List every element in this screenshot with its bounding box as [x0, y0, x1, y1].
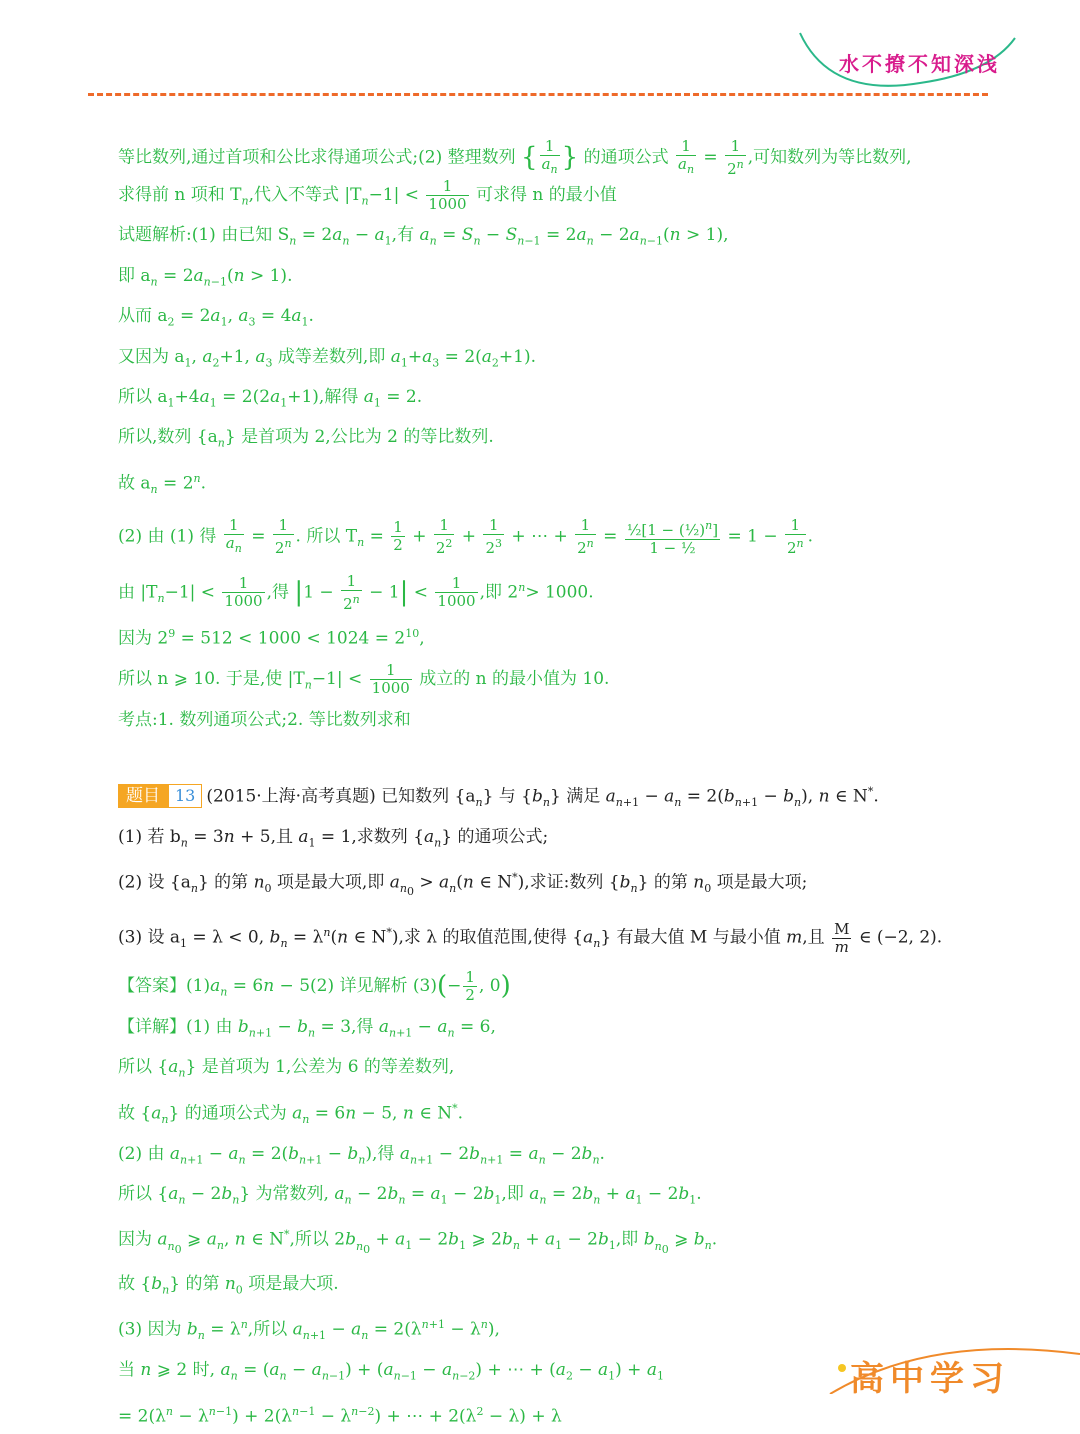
- solution-line: 即 $a_n = 2a_{n-1}(n > 1)$.: [118, 265, 293, 289]
- solution-line: 所以,数列 $\{a_n\}$ 是首项为 2,公比为 2 的等比数列.: [118, 427, 494, 450]
- detail-line: 当 n ⩾ 2 时, $a_n = (a_n - a_{n-1}) + (a_{n-1} - a_{n-2})$ + ⋯ + $(a_2 - a_1) + a_1$: [118, 1360, 664, 1383]
- header-divider: [88, 93, 988, 96]
- detail-line: (3) 因为 $b_n = \lambda^n$,所以 $a_{n+1} - a_n = 2(\lambda^{n+1} - \lambda^n)$,: [118, 1318, 500, 1343]
- detail-line: (2) 由 $a_{n+1} - a_n = 2(b_{n+1} - b_n)$,得 $a_{n+1} - 2b_{n+1} = a_n - 2b_n$.: [118, 1143, 605, 1167]
- detail-line: = $2(\lambda^n - \lambda^{n-1}) + 2(\lambda^{n-1} - \lambda^{n-2})$ + ⋯ + $2(\lambda^2 - \lambda) + \lambda$: [118, 1404, 562, 1427]
- solution-line: 所以 $a_1+4a_1 = 2(2a_1+1)$,解得 $a_1 = 2$.: [118, 386, 423, 410]
- solution-line: 从而 $a_2 = 2a_1$, $a_3 = 4a_1$.: [118, 306, 314, 329]
- solution-line: 所以 n ⩾ 10. 于是,使 $|T_n-1|$ < $\frac{1}{1000}$ 成立的 n 的最小值为 10.: [118, 661, 610, 698]
- solution-line: 考点:1. 数列通项公式;2. 等比数列求和: [118, 709, 411, 730]
- solution-line: 故 $a_n = 2^n$.: [118, 471, 207, 496]
- detail-line: 因为 $a_{n_0}$ ⩾ $a_n$, n ∈ N*,所以 $2b_{n_0} + a_1 - 2b_1$ ⩾ $2b_n + a_1 - 2b_1$,即 $b_{n_0}$ ⩾ $b_n$.: [118, 1228, 718, 1256]
- question-part: (2) 设 $\{a_n\}$ 的第 $n_0$ 项是最大项,即 $a_{n_0} > a_n(n$ ∈ N*),求证:数列 $\{b_n\}$ 的第 $n_0$ 项是最大项;: [118, 871, 808, 899]
- solution-line: 等比数列,通过首项和公比求得通项公式;(2) 整理数列 { $\frac{1}{a_n}$ } 的通项公式 $\frac{1}{a_n}$ = $\frac{1}{2^n}$ ,可知数列为等比数列,: [118, 137, 912, 178]
- detail-line: 故 $\{a_n\}$ 的通项公式为 $a_n = 6n - 5$, n ∈ N*.: [118, 1101, 463, 1126]
- detail-line: 所以 $\{a_n\}$ 是首项为 1,公差为 6 的等差数列,: [118, 1057, 455, 1080]
- footer-dot: [838, 1364, 846, 1372]
- solution-line: 因为 $2^9 = 512 < 1000 < 1024 = 2^{10}$,: [118, 626, 425, 649]
- brand-title: 水不撩不知深浅: [839, 52, 1000, 76]
- question-part: (3) 设 $a_1 = \lambda < 0$, $b_n = \lambda^n(n$ ∈ N*),求 λ 的取值范围,使得 $\{a_n\}$ 有最大值 M 与最小值 m,且 $\frac{M}{m}$ ∈ (−2, 2).: [118, 920, 943, 957]
- question-part: (1) 若 $b_n = 3n + 5$,且 $a_1 = 1$,求数列 $\{a_n\}$ 的通项公式;: [118, 826, 549, 850]
- solution-line: 试题解析:(1) 由已知 $S_n = 2a_n - a_1$,有 $a_n = S_n - S_{n-1} = 2a_n - 2a_{n-1}(n > 1)$,: [118, 225, 729, 248]
- question-tag: 题目: [118, 784, 168, 808]
- solution-line: 由 $|T_n-1|$ < $\frac{1}{1000}$ ,得 |1 − $\frac{1}{2^n}$ − 1| < $\frac{1}{1000}$ ,即 $2^n> 1000$.: [118, 571, 594, 613]
- footer-logo-text: 高中学习: [850, 1359, 1010, 1399]
- solution-line: (2) 由 (1) 得 $\frac{1}{a_n}$ = $\frac{1}{2^n}$ . 所以 $T_n$ = $\frac{1}{2}$ + $\frac{1}{2^2}$ + $\frac{1}{2^3}$ + ⋯ + $\frac{1}{2^n}$ = $\frac{\frac{1}{2}[1 - (\frac{1}{2})^n]}{\text{1 − ½}}$ = 1 − $\frac{1}{2^n}$ .: [118, 515, 814, 557]
- answer-line: 【答案】$(1)a_n = 6n - 5(2)$ 详见解析 (3)(− $\frac{1}{2}$ , 0): [118, 968, 511, 1005]
- detail-line: 【详解】(1) 由 $b_{n+1} - b_n = 3$,得 $a_{n+1} - a_n = 6$,: [118, 1016, 496, 1040]
- detail-line: 所以 $\{a_n - 2b_n\}$ 为常数列, $a_n - 2b_n = a_1 - 2b_1$,即 $a_n = 2b_n + a_1 - 2b_1$.: [118, 1184, 702, 1207]
- solution-line: 又因为 $a_1$, $a_2+1$, $a_3$ 成等差数列,即 $a_1+a_3 = 2(a_2+1)$.: [118, 346, 537, 369]
- solution-line: 求得前 n 项和 $T_n$,代入不等式 $|T_n-1|$ < $\frac{1}{1000}$ 可求得 n 的最小值: [118, 177, 617, 213]
- detail-line: 故 $\{b_n\}$ 的第 $n_0$ 项是最大项.: [118, 1273, 339, 1297]
- question-number: 13: [168, 784, 202, 808]
- question-header: 题目 13 (2015·上海·高考真题) 已知数列 $\{a_n\}$ 与 $\{b_n\}$ 满足 $a_{n+1} - a_n = 2(b_{n+1} - b_n)$, n ∈ N*.: [118, 774, 998, 820]
- page-content: [118, 138, 998, 1434]
